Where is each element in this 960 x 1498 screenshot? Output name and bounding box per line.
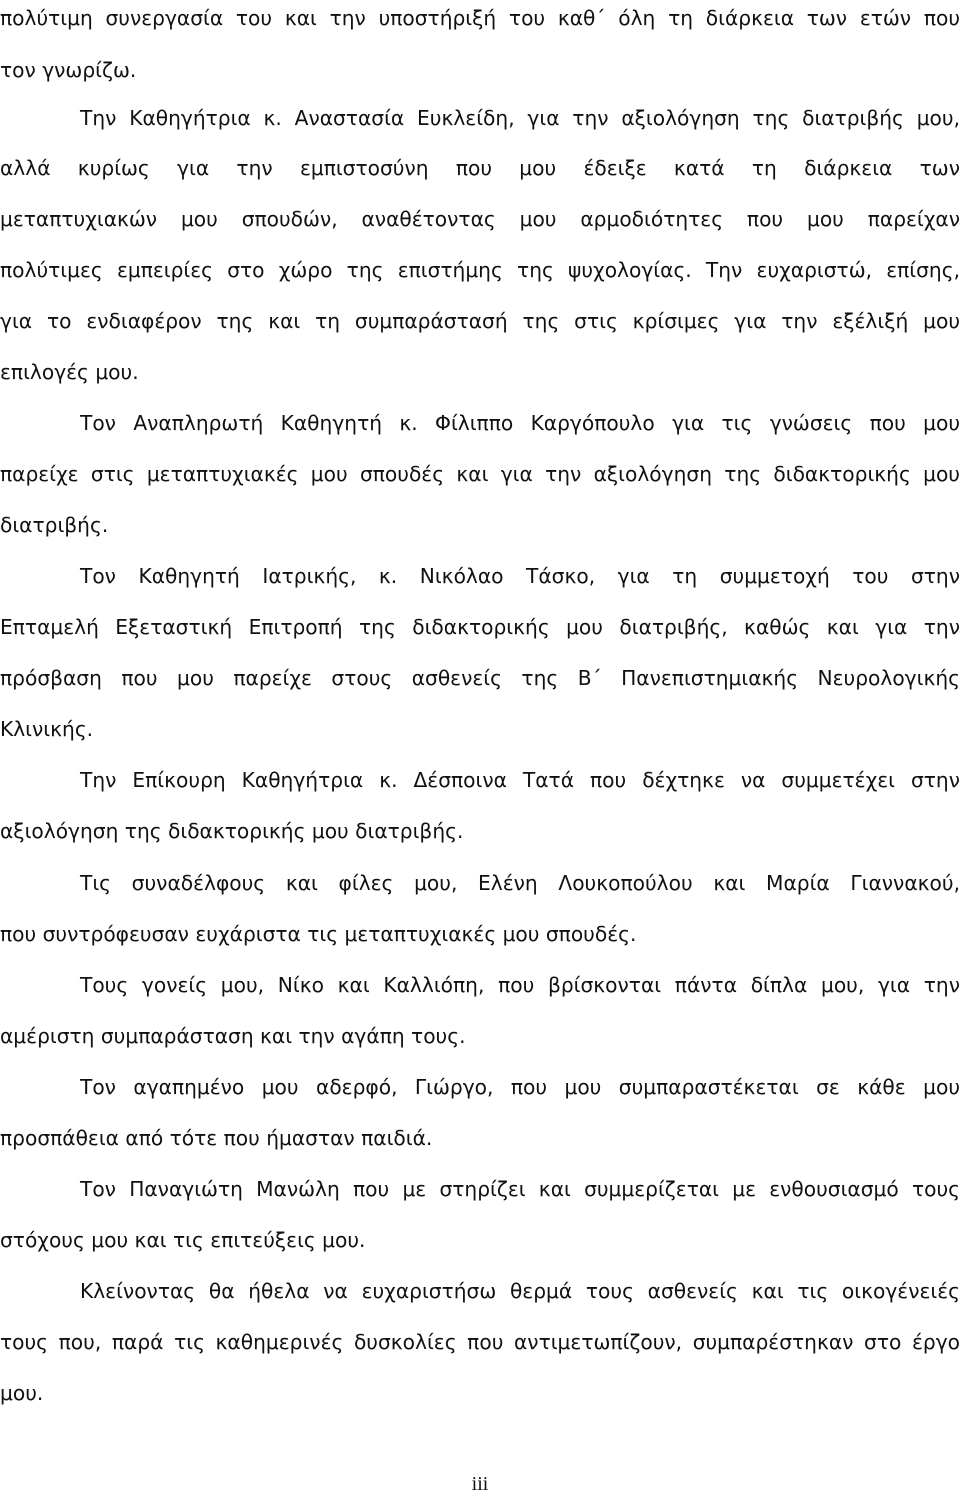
text-line: Τον Παναγιώτη Μανώλη που με στηρίζει και συμμερίζεται με ενθουσιασμό τους: [80, 1177, 960, 1201]
text-line: Κλείνοντας θα ήθελα να ευχαριστήσω θερμά τους ασθενείς και τις οικογένειές: [80, 1279, 960, 1303]
text-line: στόχους μου και τις επιτεύξεις μου.: [0, 1228, 366, 1252]
text-line: μου.: [0, 1381, 44, 1405]
text-line: πολύτιμες εμπειρίες στο χώρο της επιστήμης της ψυχολογίας. Την ευχαριστώ, επίσης,: [0, 258, 960, 282]
text-line: μεταπτυχιακών μου σπουδών, αναθέτοντας μου αρμοδιότητες που μου παρείχαν: [0, 207, 960, 231]
text-line: τον γνωρίζω.: [0, 58, 137, 82]
text-line: Τον Καθηγητή Ιατρικής, κ. Νικόλαο Τάσκο, για τη συμμετοχή του στην: [80, 564, 960, 588]
text-line: διατριβής.: [0, 513, 109, 537]
text-line: επιλογές μου.: [0, 360, 139, 384]
text-line: πρόσβαση που μου παρείχε στους ασθενείς της Β΄ Πανεπιστημιακής Νευρολογικής: [0, 666, 960, 690]
text-line: Την Καθηγήτρια κ. Αναστασία Ευκλείδη, για την αξιολόγηση της διατριβής μου,: [80, 106, 960, 130]
text-line: που συντρόφευσαν ευχάριστα τις μεταπτυχιακές μου σπουδές.: [0, 922, 637, 946]
text-line: αλλά κυρίως για την εμπιστοσύνη που μου έδειξε κατά τη διάρκεια των: [0, 156, 960, 180]
text-line: Την Επίκουρη Καθηγήτρια κ. Δέσποινα Τατά που δέχτηκε να συμμετέχει στην: [80, 768, 960, 792]
text-line: παρείχε στις μεταπτυχιακές μου σπουδές και για την αξιολόγηση της διδακτορικής μου: [0, 462, 960, 486]
text-line: Τον αγαπημένο μου αδερφό, Γιώργο, που μου συμπαραστέκεται σε κάθε μου: [80, 1075, 960, 1099]
page-number: iii: [471, 1473, 489, 1495]
text-line: Επταμελή Εξεταστική Επιτροπή της διδακτορικής μου διατριβής, καθώς και για την: [0, 615, 960, 639]
text-line: για το ενδιαφέρον της και τη συμπαράστασή της στις κρίσιμες για την εξέλιξή μου: [0, 309, 960, 333]
text-line: αξιολόγηση της διδακτορικής μου διατριβής.: [0, 819, 464, 843]
text-line: Κλινικής.: [0, 717, 94, 741]
text-line: αμέριστη συμπαράσταση και την αγάπη τους.: [0, 1024, 466, 1048]
text-line: προσπάθεια από τότε που ήμασταν παιδιά.: [0, 1126, 433, 1150]
text-line: Τους γονείς μου, Νίκο και Καλλιόπη, που βρίσκονται πάντα δίπλα μου, για την: [80, 973, 960, 997]
text-line: πολύτιμη συνεργασία του και την υποστήριξή του καθ΄ όλη τη διάρκεια των ετών που: [0, 6, 960, 30]
text-line: Τον Αναπληρωτή Καθηγητή κ. Φίλιππο Καργόπουλο για τις γνώσεις που μου: [80, 411, 960, 435]
text-line: τους που, παρά τις καθημερινές δυσκολίες που αντιμετωπίζουν, συμπαρέστηκαν στο έργο: [0, 1330, 960, 1354]
text-line: Τις συναδέλφους και φίλες μου, Ελένη Λουκοπούλου και Μαρία Γιαννακού,: [80, 871, 960, 895]
